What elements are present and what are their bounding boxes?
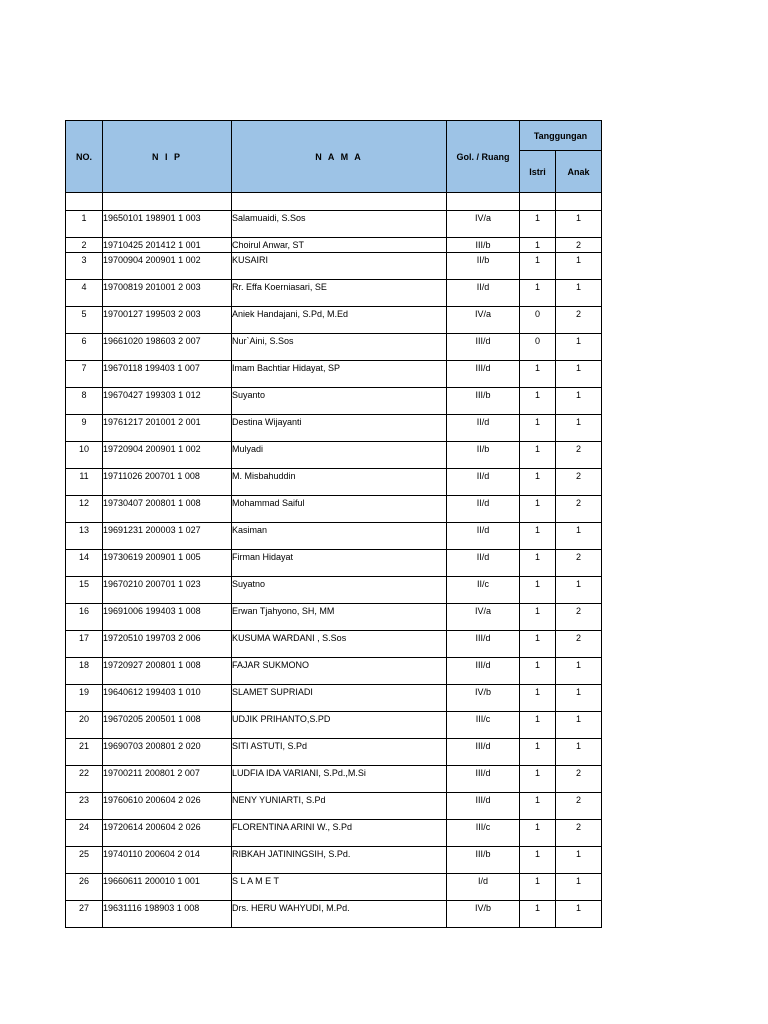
cell-nama: Nur`Aini, S.Sos	[232, 334, 447, 361]
cell-gol-ruang: II/d	[447, 523, 520, 550]
cell-gol-ruang: II/b	[447, 442, 520, 469]
cell-nama: Mohammad Saiful	[232, 496, 447, 523]
cell-anak: 2	[556, 307, 602, 334]
cell-nama: Firman Hidayat	[232, 550, 447, 577]
table-row	[66, 847, 602, 874]
cell-nip: 19710425 201412 1 001	[103, 238, 232, 253]
cell-no: 25	[66, 847, 103, 874]
cell-anak: 1	[556, 415, 602, 442]
cell-nama: Kasiman	[232, 523, 447, 550]
table-row	[66, 685, 602, 712]
cell-nip: 19720904 200901 1 002	[103, 442, 232, 469]
cell-gol-ruang: III/d	[447, 631, 520, 658]
cell-anak: 2	[556, 496, 602, 523]
spacer-cell	[66, 193, 103, 211]
cell-istri: 1	[520, 901, 556, 928]
cell-nip: 19650101 198901 1 003	[103, 211, 232, 238]
table-row	[66, 496, 602, 523]
cell-no: 20	[66, 712, 103, 739]
cell-gol-ruang: IV/a	[447, 307, 520, 334]
cell-anak: 2	[556, 604, 602, 631]
cell-istri: 1	[520, 739, 556, 766]
cell-nama: S L A M E T	[232, 874, 447, 901]
cell-nip: 19631116 198903 1 008	[103, 901, 232, 928]
table-row	[66, 388, 602, 415]
cell-nip: 19760610 200604 2 026	[103, 793, 232, 820]
table-row	[66, 901, 602, 928]
cell-nama: Imam Bachtiar Hidayat, SP	[232, 361, 447, 388]
cell-istri: 1	[520, 874, 556, 901]
cell-istri: 1	[520, 550, 556, 577]
cell-istri: 1	[520, 280, 556, 307]
cell-anak: 1	[556, 280, 602, 307]
cell-anak: 1	[556, 901, 602, 928]
cell-nama: FAJAR SUKMONO	[232, 658, 447, 685]
cell-nip: 19740110 200604 2 014	[103, 847, 232, 874]
table-row	[66, 523, 602, 550]
cell-no: 11	[66, 469, 103, 496]
cell-gol-ruang: III/d	[447, 739, 520, 766]
header-gol-ruang: Gol. / Ruang	[447, 121, 520, 193]
cell-nama: Mulyadi	[232, 442, 447, 469]
cell-nip: 19691006 199403 1 008	[103, 604, 232, 631]
cell-istri: 1	[520, 415, 556, 442]
cell-istri: 1	[520, 793, 556, 820]
cell-no: 14	[66, 550, 103, 577]
table-body	[66, 193, 602, 928]
cell-nip: 19670118 199403 1 007	[103, 361, 232, 388]
cell-gol-ruang: II/d	[447, 469, 520, 496]
cell-no: 5	[66, 307, 103, 334]
cell-no: 27	[66, 901, 103, 928]
table-row	[66, 469, 602, 496]
cell-istri: 1	[520, 685, 556, 712]
cell-no: 26	[66, 874, 103, 901]
cell-nama: Suyatno	[232, 577, 447, 604]
cell-gol-ruang: II/b	[447, 253, 520, 280]
cell-nama: Suyanto	[232, 388, 447, 415]
cell-no: 23	[66, 793, 103, 820]
table-row	[66, 550, 602, 577]
cell-nama: UDJIK PRIHANTO,S.PD	[232, 712, 447, 739]
employee-table	[65, 120, 602, 928]
spacer-cell	[232, 193, 447, 211]
cell-anak: 2	[556, 631, 602, 658]
table-row	[66, 604, 602, 631]
header-nama: N A M A	[232, 121, 447, 193]
cell-no: 3	[66, 253, 103, 280]
cell-anak: 1	[556, 211, 602, 238]
cell-gol-ruang: III/c	[447, 712, 520, 739]
cell-nip: 19730619 200901 1 005	[103, 550, 232, 577]
cell-anak: 1	[556, 874, 602, 901]
cell-anak: 1	[556, 739, 602, 766]
cell-istri: 1	[520, 658, 556, 685]
table-row	[66, 739, 602, 766]
cell-nama: NENY YUNIARTI, S.Pd	[232, 793, 447, 820]
cell-no: 17	[66, 631, 103, 658]
header-tanggungan: Tanggungan	[520, 121, 602, 151]
cell-nip: 19670205 200501 1 008	[103, 712, 232, 739]
cell-anak: 2	[556, 442, 602, 469]
cell-gol-ruang: II/d	[447, 280, 520, 307]
cell-nip: 19711026 200701 1 008	[103, 469, 232, 496]
cell-no: 16	[66, 604, 103, 631]
cell-istri: 1	[520, 631, 556, 658]
table-row	[66, 712, 602, 739]
cell-gol-ruang: IV/a	[447, 604, 520, 631]
spacer-cell	[556, 193, 602, 211]
cell-nip: 19720927 200801 1 008	[103, 658, 232, 685]
table-row	[66, 766, 602, 793]
cell-anak: 2	[556, 469, 602, 496]
cell-nip: 19670210 200701 1 023	[103, 577, 232, 604]
cell-anak: 1	[556, 334, 602, 361]
cell-nama: LUDFIA IDA VARIANI, S.Pd.,M.Si	[232, 766, 447, 793]
cell-gol-ruang: IV/b	[447, 901, 520, 928]
cell-no: 1	[66, 211, 103, 238]
cell-nama: FLORENTINA ARINI W., S.Pd	[232, 820, 447, 847]
cell-no: 4	[66, 280, 103, 307]
cell-nama: Erwan Tjahyono, SH, MM	[232, 604, 447, 631]
cell-nip: 19730407 200801 1 008	[103, 496, 232, 523]
table-row	[66, 820, 602, 847]
cell-nip: 19670427 199303 1 012	[103, 388, 232, 415]
table-row	[66, 577, 602, 604]
cell-anak: 2	[556, 820, 602, 847]
cell-no: 6	[66, 334, 103, 361]
cell-no: 9	[66, 415, 103, 442]
cell-anak: 1	[556, 658, 602, 685]
cell-nip: 19761217 201001 2 001	[103, 415, 232, 442]
table-row	[66, 793, 602, 820]
cell-gol-ruang: II/c	[447, 577, 520, 604]
cell-gol-ruang: II/d	[447, 415, 520, 442]
cell-anak: 1	[556, 388, 602, 415]
cell-nip: 19691231 200003 1 027	[103, 523, 232, 550]
cell-istri: 1	[520, 496, 556, 523]
cell-istri: 1	[520, 361, 556, 388]
table-row	[66, 361, 602, 388]
cell-gol-ruang: IV/b	[447, 685, 520, 712]
cell-gol-ruang: II/d	[447, 496, 520, 523]
cell-no: 18	[66, 658, 103, 685]
cell-no: 8	[66, 388, 103, 415]
table-row	[66, 211, 602, 238]
cell-anak: 1	[556, 361, 602, 388]
cell-nip: 19720510 199703 2 006	[103, 631, 232, 658]
cell-istri: 1	[520, 847, 556, 874]
cell-no: 12	[66, 496, 103, 523]
cell-nama: SLAMET SUPRIADI	[232, 685, 447, 712]
cell-anak: 1	[556, 847, 602, 874]
cell-no: 19	[66, 685, 103, 712]
header-no: NO.	[66, 121, 103, 193]
cell-nip: 19700211 200801 2 007	[103, 766, 232, 793]
table-row	[66, 658, 602, 685]
cell-istri: 1	[520, 577, 556, 604]
header-anak: Anak	[556, 151, 602, 193]
cell-nip: 19700904 200901 1 002	[103, 253, 232, 280]
cell-nama: Salamuaidi, S.Sos	[232, 211, 447, 238]
cell-gol-ruang: II/d	[447, 550, 520, 577]
cell-nip: 19640612 199403 1 010	[103, 685, 232, 712]
table-row	[66, 280, 602, 307]
cell-istri: 1	[520, 388, 556, 415]
cell-nama: KUSAIRI	[232, 253, 447, 280]
spacer-row	[66, 193, 602, 211]
cell-no: 10	[66, 442, 103, 469]
table-row	[66, 253, 602, 280]
cell-gol-ruang: III/d	[447, 793, 520, 820]
cell-istri: 1	[520, 469, 556, 496]
cell-anak: 2	[556, 766, 602, 793]
cell-gol-ruang: III/b	[447, 388, 520, 415]
cell-anak: 1	[556, 523, 602, 550]
cell-no: 24	[66, 820, 103, 847]
table-row	[66, 874, 602, 901]
table-row	[66, 442, 602, 469]
cell-nip: 19660611 200010 1 001	[103, 874, 232, 901]
cell-istri: 0	[520, 334, 556, 361]
cell-gol-ruang: III/b	[447, 238, 520, 253]
cell-nip: 19690703 200801 2 020	[103, 739, 232, 766]
cell-anak: 1	[556, 712, 602, 739]
cell-istri: 1	[520, 523, 556, 550]
cell-gol-ruang: III/b	[447, 847, 520, 874]
cell-no: 7	[66, 361, 103, 388]
cell-nama: Aniek Handajani, S.Pd, M.Ed	[232, 307, 447, 334]
cell-no: 21	[66, 739, 103, 766]
cell-anak: 2	[556, 793, 602, 820]
cell-gol-ruang: I/d	[447, 874, 520, 901]
spacer-cell	[447, 193, 520, 211]
cell-anak: 1	[556, 577, 602, 604]
cell-nama: Destina Wijayanti	[232, 415, 447, 442]
spacer-cell	[520, 193, 556, 211]
cell-gol-ruang: III/d	[447, 361, 520, 388]
cell-istri: 1	[520, 766, 556, 793]
header-istri: Istri	[520, 151, 556, 193]
spacer-cell	[103, 193, 232, 211]
cell-istri: 1	[520, 211, 556, 238]
cell-no: 15	[66, 577, 103, 604]
table-row	[66, 631, 602, 658]
header-nip: N I P	[103, 121, 232, 193]
cell-anak: 2	[556, 238, 602, 253]
cell-nama: Rr. Effa Koerniasari, SE	[232, 280, 447, 307]
table-row	[66, 307, 602, 334]
cell-anak: 1	[556, 685, 602, 712]
cell-gol-ruang: III/d	[447, 334, 520, 361]
cell-nama: Choirul Anwar, ST	[232, 238, 447, 253]
cell-nip: 19720614 200604 2 026	[103, 820, 232, 847]
cell-nama: SITI ASTUTI, S.Pd	[232, 739, 447, 766]
cell-istri: 0	[520, 307, 556, 334]
cell-istri: 1	[520, 442, 556, 469]
cell-nama: KUSUMA WARDANI , S.Sos	[232, 631, 447, 658]
cell-nip: 19661020 198603 2 007	[103, 334, 232, 361]
cell-no: 2	[66, 238, 103, 253]
cell-gol-ruang: III/d	[447, 766, 520, 793]
cell-gol-ruang: III/d	[447, 658, 520, 685]
cell-no: 13	[66, 523, 103, 550]
cell-nama: M. Misbahuddin	[232, 469, 447, 496]
cell-anak: 2	[556, 550, 602, 577]
cell-istri: 1	[520, 604, 556, 631]
cell-nama: Drs. HERU WAHYUDI, M.Pd.	[232, 901, 447, 928]
table-row	[66, 334, 602, 361]
cell-gol-ruang: III/c	[447, 820, 520, 847]
cell-nip: 19700127 199503 2 003	[103, 307, 232, 334]
cell-no: 22	[66, 766, 103, 793]
cell-gol-ruang: IV/a	[447, 211, 520, 238]
cell-istri: 1	[520, 820, 556, 847]
cell-nama: RIBKAH JATININGSIH, S.Pd.	[232, 847, 447, 874]
cell-nip: 19700819 201001 2 003	[103, 280, 232, 307]
cell-istri: 1	[520, 253, 556, 280]
cell-istri: 1	[520, 238, 556, 253]
table-row	[66, 238, 602, 253]
table-row	[66, 415, 602, 442]
cell-istri: 1	[520, 712, 556, 739]
cell-anak: 1	[556, 253, 602, 280]
